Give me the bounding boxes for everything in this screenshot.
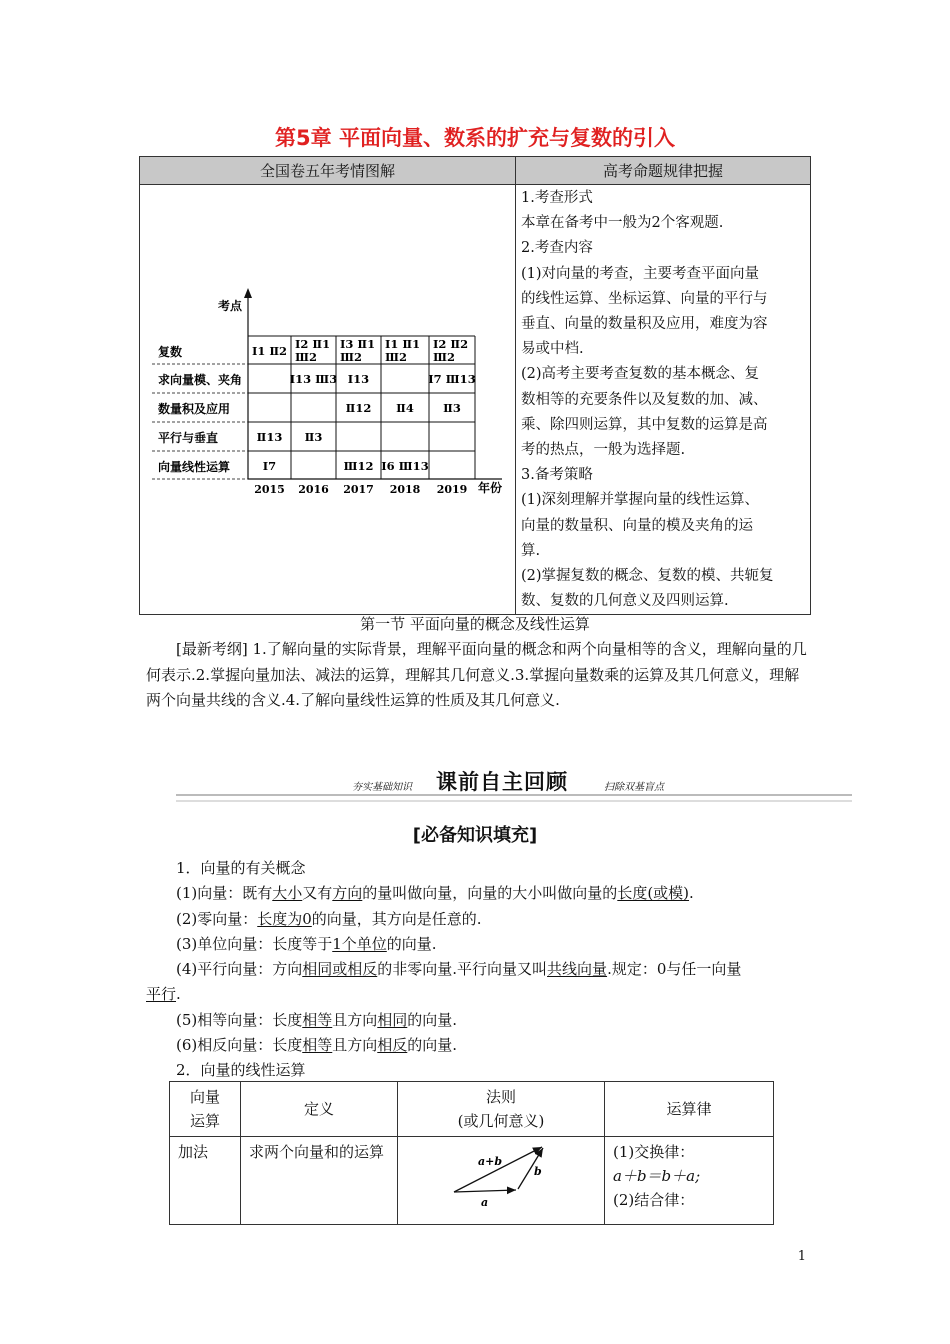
left-header: 全国卷五年考情图解 (259, 162, 395, 180)
heading-1: 1．向量的有关概念 (176, 859, 306, 877)
cell-value: Ⅰ6 Ⅲ13 (381, 459, 429, 473)
rule-line: 算. (521, 542, 541, 559)
rule-line: 向量的数量积、向量的模及夹角的运 (521, 517, 753, 534)
item-parallel-cont: 平行. (146, 985, 181, 1004)
topic-label: 求向量模、夹角 (158, 373, 243, 387)
cell-value: Ⅰ7 Ⅲ13 (428, 372, 476, 386)
syllabus-paragraph: [最新考纲] 1.了解向量的实际背景，理解平面向量的概念和两个向量相等的含义，理解向量的几何表示.2.掌握向量加法、减法的运算，理解其几何意义.3.掌握向量数乘的运算及其几何意义，理解两个向量共线的含义.4.了解向量线性运算的性质及其几何意义. (146, 640, 807, 709)
topic-label: 向量线性运算 (158, 460, 231, 474)
operations-table (169, 1081, 774, 1225)
heading-2: 2．向量的线性运算 (176, 1061, 306, 1080)
cell-value: Ⅰ13 Ⅲ3 (289, 372, 338, 386)
rule-line: 1.考查形式 (521, 190, 593, 206)
chapter-title: 第5章 平面向量、数系的扩充与复数的引入 (275, 126, 675, 150)
rule-line: 3.备考策略 (521, 467, 593, 484)
cell-value: Ⅰ13 (347, 372, 370, 386)
cell-value: Ⅱ3 (304, 430, 323, 444)
rule-line: 易或中档. (521, 341, 584, 358)
rule-line: 考的热点，一般为选择题. (521, 442, 686, 459)
col-rule: 法则 (或几何意义) (398, 1082, 605, 1137)
cell-addition-figure (398, 1137, 605, 1225)
cell-addition: 加法 (170, 1137, 241, 1225)
cell-value: Ⅰ2 Ⅱ1 (295, 337, 331, 351)
cell-value: Ⅲ12 (343, 459, 374, 473)
section-banner (176, 766, 852, 804)
label-b: b (534, 1165, 542, 1178)
label-a: a (481, 1196, 489, 1209)
col-definition: 定义 (241, 1082, 398, 1137)
cell-value: Ⅰ1 Ⅱ2 (251, 344, 288, 358)
vector-triangle-figure (406, 1140, 596, 1214)
overview-table (139, 156, 811, 615)
rule-line: 垂直、向量的数量积及应用，难度为容 (521, 316, 768, 333)
rule-line: 2.考查内容 (521, 240, 593, 257)
col-laws: 运算律 (605, 1082, 774, 1137)
section-title: 第一节 平面向量的概念及线性运算 (360, 615, 590, 633)
banner-main: 课前自主回顾 (436, 770, 568, 794)
banner-left: 夯实基础知识 (352, 782, 412, 793)
cell-value: Ⅱ3 (443, 401, 461, 415)
cell-value: Ⅱ12 (345, 401, 372, 415)
rule-line: (1)对向量的考查，主要考查平面向量 (521, 265, 760, 282)
label-a-plus-b: a+b (478, 1155, 503, 1168)
topic-label: 平行与垂直 (158, 431, 219, 445)
cell-value: Ⅲ2 (385, 350, 408, 364)
rule-line: (2)高考主要考查复数的基本概念、复 (521, 366, 760, 383)
topic-label: 复数 (158, 345, 183, 359)
concept-list (146, 856, 826, 1084)
cell-value: Ⅰ2 Ⅱ2 (433, 337, 469, 351)
overview-header (140, 157, 810, 185)
rule-line: (2)掌握复数的概念、复数的模、共轭复 (521, 568, 774, 585)
cell-value: Ⅲ2 (340, 350, 363, 364)
y-axis-arrow (244, 288, 252, 298)
exam-chart (140, 184, 515, 614)
column-divider (515, 157, 516, 614)
right-header: 高考命题规律把握 (602, 162, 723, 180)
cell-addition-laws: (1)交换律： a＋b＝b＋a; (2)结合律： (605, 1137, 774, 1225)
x-axis-label: 年份 (478, 481, 503, 495)
knowledge-title: [必备知识填充] (412, 825, 538, 846)
item-opposite-vector: (6)相反向量：长度相等且方向相反的向量. (176, 1036, 458, 1055)
page-number: 1 (797, 1249, 806, 1264)
banner-right: 扫除双基盲点 (604, 782, 664, 793)
cell-value: Ⅲ2 (295, 350, 318, 364)
item-zero-vector: (2)零向量：长度为0的向量，其方向是任意的. (176, 909, 482, 928)
cell-value: Ⅰ1 Ⅱ1 (385, 337, 421, 351)
rule-line: 数相等的充要条件以及复数的加、减、 (521, 391, 768, 408)
year-label: 2016 (298, 483, 329, 496)
item-vector: (1)向量：既有大小又有方向的量叫做向量，向量的大小叫做向量的长度(或模). (176, 884, 694, 903)
cell-addition-def: 求两个向量和的运算 (241, 1137, 398, 1225)
cell-value: Ⅰ3 Ⅱ1 (340, 337, 376, 351)
rule-line: 本章在备考中一般为2个客观题. (521, 215, 724, 232)
item-unit-vector: (3)单位向量：长度等于1个单位的向量. (176, 934, 437, 953)
year-label: 2018 (389, 483, 421, 496)
year-label: 2019 (436, 483, 468, 496)
cell-value: Ⅱ13 (256, 430, 283, 444)
cell-value: Ⅰ7 (262, 459, 277, 473)
cell-value: Ⅲ2 (433, 350, 456, 364)
y-axis-label: 考点 (218, 299, 243, 313)
topic-label: 数量积及应用 (158, 402, 231, 416)
rule-line: 的线性运算、坐标运算、向量的平行与 (521, 290, 768, 307)
col-operation: 向量 运算 (170, 1082, 241, 1137)
rule-line: 数、复数的几何意义及四则运算. (521, 593, 729, 610)
rule-line: (1)深刻理解并掌握向量的线性运算、 (521, 492, 760, 509)
item-parallel-vector: (4)平行向量：方向相同或相反的非零向量.平行向量又叫共线向量.规定：0与任一向量 (176, 960, 742, 979)
item-equal-vector: (5)相等向量：长度相等且方向相同的向量. (176, 1010, 458, 1029)
year-label: 2017 (343, 483, 374, 496)
year-label: 2015 (254, 483, 285, 496)
rule-line: 乘、除四则运算，其中复数的运算是高 (521, 416, 768, 433)
cell-value: Ⅱ4 (396, 401, 414, 415)
exam-rules-text (521, 186, 808, 614)
banner-rule (176, 794, 852, 802)
